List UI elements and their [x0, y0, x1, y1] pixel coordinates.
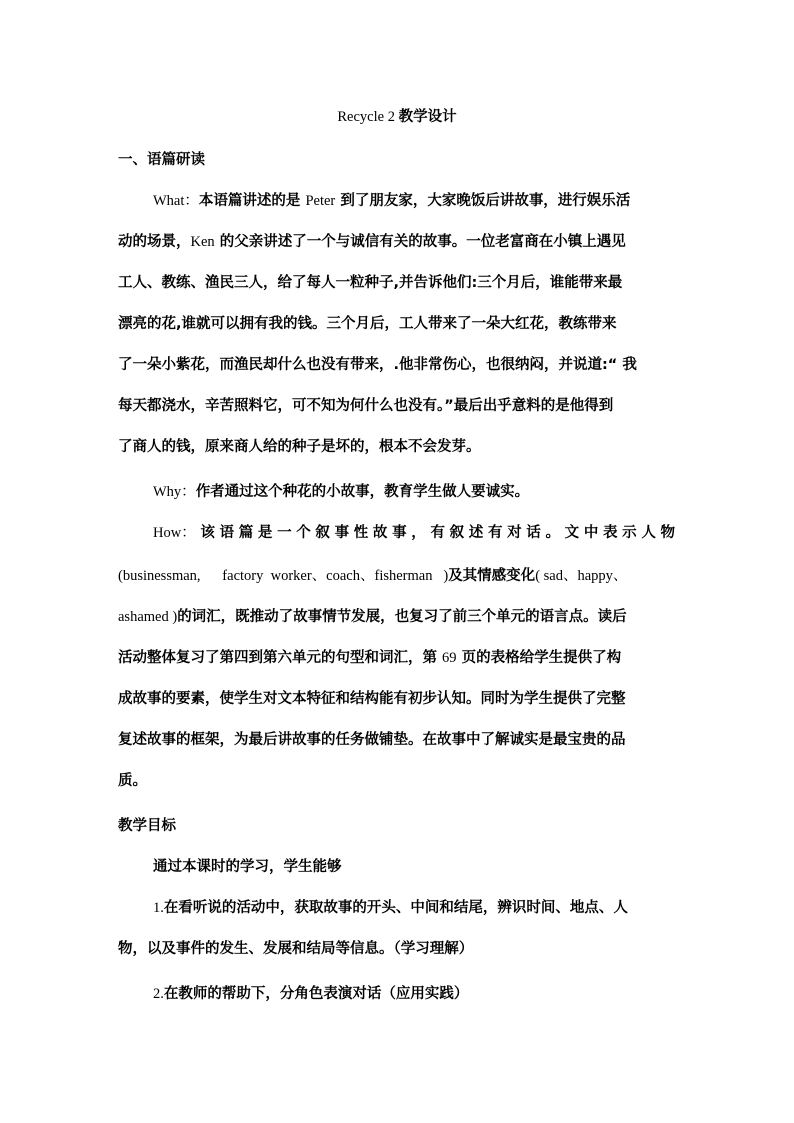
how-line-4: 活动整体复习了第四到第六单元的句型和词汇，第 69 页的表格给学生提供了构 [118, 650, 622, 666]
objectives-intro: 通过本课时的学习，学生能够 [153, 859, 342, 875]
what-label: What： [153, 193, 199, 209]
how-line-6: 复述故事的框架，为最后讲故事的任务做铺垫。在故事中了解诚实是最宝贵的品 [118, 732, 626, 748]
how-line-1: How： 该 语 篇 是 一 个 叙 事 性 故 事 ， 有 叙 述 有 对 话 。 文 中 表 示 人 物 [153, 525, 675, 541]
what-line-6: 每天都浇水，辛苦照料它，可不知为何什么也没有。”最后出乎意料的是他得到 [118, 398, 614, 414]
section-heading-text-study: 一、语篇研读 [118, 152, 205, 168]
section-heading-objectives: 教学目标 [118, 818, 176, 834]
how-line-3: ashamed )的词汇，既推动了故事情节发展，也复习了前三个单元的语言点。读后 [118, 609, 627, 625]
how-line-7: 质。 [118, 773, 147, 789]
title-zh: 教学设计 [398, 109, 457, 125]
what-line-3: 工人、教练、渔民三人，给了每人一粒种子,并告诉他们:三个月后，谁能带来最 [118, 275, 623, 291]
what-line-5: 了一朵小紫花，而渔民却什么也没有带来，.他非常伤心，也很纳闷，并说道:“ 我 [118, 357, 637, 373]
how-label: How： [153, 525, 196, 541]
how-line-2: (businessman, factory worker、coach、fisherman )及其情感变化( sad、happy、 [118, 568, 628, 584]
objective-2: 2.在教师的帮助下，分角色表演对话（应用实践） [153, 986, 469, 1002]
objective-1-line-1: 1.在看听说的活动中，获取故事的开头、中间和结尾，辨识时间、地点、人 [153, 900, 628, 916]
how-line-5: 成故事的要素，使学生对文本特征和结构能有初步认知。同时为学生提供了完整 [118, 691, 626, 707]
what-line-1: What：本语篇讲述的是 Peter 到了朋友家，大家晚饭后讲故事，进行娱乐活 [153, 193, 631, 209]
what-line-2: 动的场景，Ken 的父亲讲述了一个与诚信有关的故事。一位老富商在小镇上遇见 [118, 234, 626, 250]
page-title [0, 107, 794, 127]
what-line-7: 了商人的钱，原来商人给的种子是坏的，根本不会发芽。 [118, 439, 481, 455]
objective-1-line-2: 物，以及事件的发生、发展和结局等信息。（学习理解） [118, 941, 474, 957]
what-line-4: 漂亮的花,谁就可以拥有我的钱。三个月后，工人带来了一朵大红花，教练带来 [118, 316, 617, 332]
why-paragraph: Why：作者通过这个种花的小故事，教育学生做人要诚实。 [153, 484, 530, 500]
title-en: Recycle 2 [337, 109, 399, 125]
why-label: Why： [153, 484, 196, 500]
